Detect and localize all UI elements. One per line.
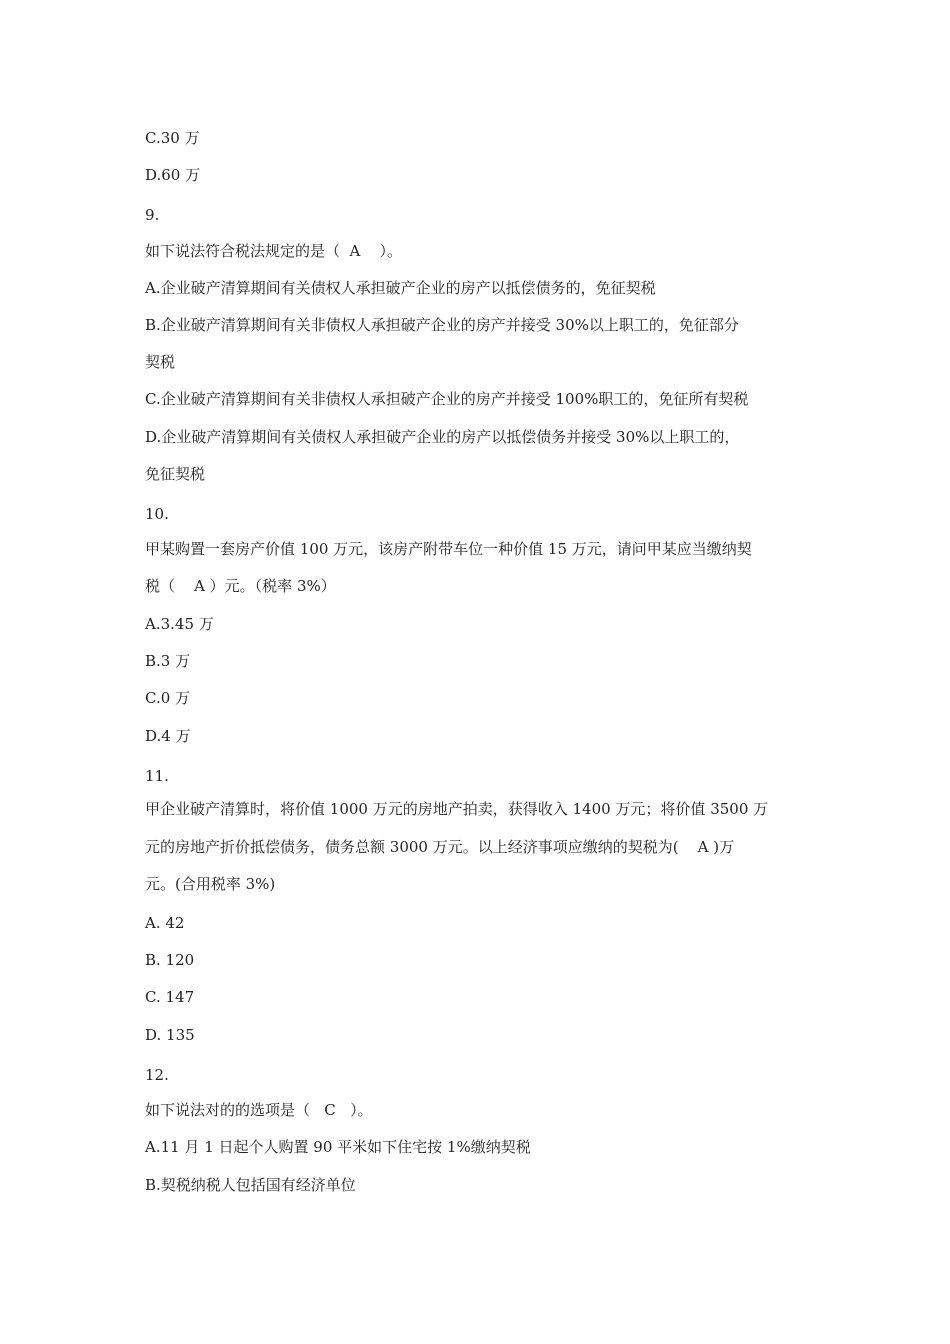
option-c-q10: C.0 万 [145, 689, 191, 707]
option-d-q8: D.60 万 [145, 166, 201, 184]
question-number-10: 10. [145, 505, 169, 523]
option-d-q11: D. 135 [145, 1026, 195, 1044]
option-a-q9: A.企业破产清算期间有关债权人承担破产企业的房产以抵偿债务的，免征契税 [145, 279, 656, 297]
option-a-q11: A. 42 [145, 914, 185, 932]
question-number-12: 12. [145, 1066, 169, 1084]
question-12-text: 如下说法对的的选项是（ C ）。 [145, 1101, 373, 1119]
question-10-text-cont: 税（ A ）元。（税率 3%） [145, 577, 336, 595]
question-number-11: 11. [145, 767, 169, 785]
question-9-text: 如下说法符合税法规定的是（ A ）。 [145, 242, 402, 260]
option-b-q9-cont: 契税 [145, 353, 176, 371]
option-c-q8: C.30 万 [145, 129, 200, 147]
option-b-q9: B.企业破产清算期间有关非债权人承担破产企业的房产并接受 30%以上职工的，免征部分 [145, 316, 739, 334]
option-a-q12: A.11 月 1 日起个人购置 90 平米如下住宅按 1%缴纳契税 [145, 1138, 531, 1156]
question-11-text: 甲企业破产清算时，将价值 1000 万元的房地产拍卖，获得收入 1400 万元；将价值 3500 万 [145, 800, 769, 818]
option-b-q10: B.3 万 [145, 652, 191, 670]
option-d-q10: D.4 万 [145, 727, 191, 745]
option-d-q9: D.企业破产清算期间有关债权人承担破产企业的房产以抵偿债务并接受 30%以上职工的， [145, 428, 740, 446]
option-c-q11: C. 147 [145, 988, 195, 1006]
question-11-text-cont: 元的房地产折价抵偿债务，债务总额 3000 万元。以上经济事项应缴纳的契税为( A )万 [145, 838, 735, 856]
option-d-q9-cont: 免征契税 [145, 465, 206, 483]
option-a-q10: A.3.45 万 [145, 615, 214, 633]
question-11-text-cont2: 元。(合用税率 3%) [145, 875, 276, 893]
question-10-text: 甲某购置一套房产价值 100 万元，该房产附带车位一种价值 15 万元，请问甲某应当缴纳契 [145, 540, 752, 558]
option-b-q11: B. 120 [145, 951, 195, 969]
option-b-q12: B.契税纳税人包括国有经济单位 [145, 1176, 356, 1194]
question-number-9: 9. [145, 206, 160, 224]
option-c-q9: C.企业破产清算期间有关非债权人承担破产企业的房产并接受 100%职工的，免征所有契税 [145, 390, 749, 408]
